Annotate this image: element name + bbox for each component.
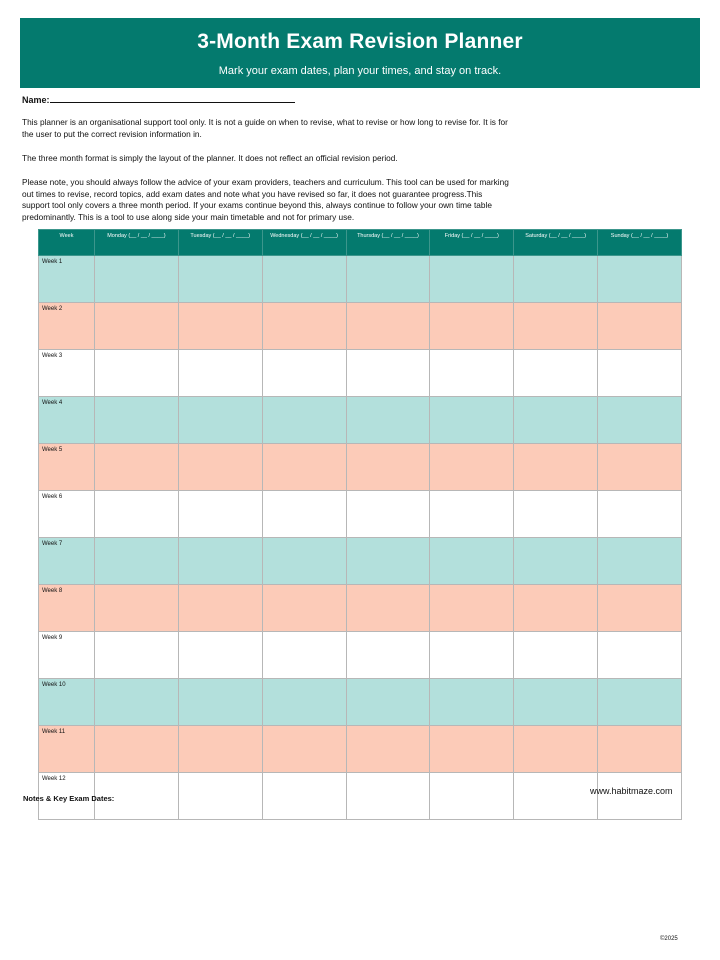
day-cell-friday[interactable]: [430, 350, 514, 397]
day-cell-tuesday[interactable]: [178, 632, 262, 679]
day-cell-wednesday[interactable]: [262, 679, 346, 726]
week-label: Week 3: [39, 350, 95, 397]
day-cell-thursday[interactable]: [346, 350, 430, 397]
day-cell-friday[interactable]: [430, 256, 514, 303]
notes-label: Notes & Key Exam Dates:: [23, 794, 115, 803]
table-row: [39, 773, 682, 820]
week-label: Week 8: [39, 585, 95, 632]
day-cell-monday[interactable]: [95, 303, 179, 350]
name-field[interactable]: [22, 93, 295, 105]
title-banner: [20, 18, 700, 88]
planner-body: [39, 256, 682, 820]
day-cell-sunday[interactable]: [598, 726, 682, 773]
day-cell-sunday[interactable]: [598, 491, 682, 538]
day-cell-wednesday[interactable]: [262, 444, 346, 491]
day-cell-tuesday[interactable]: [178, 726, 262, 773]
day-cell-monday[interactable]: [95, 632, 179, 679]
day-cell-monday[interactable]: [95, 679, 179, 726]
table-row: [39, 632, 682, 679]
day-cell-saturday[interactable]: [514, 773, 598, 820]
day-cell-monday[interactable]: [95, 350, 179, 397]
disclaimer-paragraph-2: The three month format is simply the layout of the planner. It does not reflect an official revision period.: [22, 153, 398, 163]
day-cell-wednesday[interactable]: [262, 773, 346, 820]
day-cell-tuesday[interactable]: [178, 679, 262, 726]
day-cell-monday[interactable]: [95, 444, 179, 491]
header-thursday: Thursday (__ / __ / ____): [346, 230, 430, 256]
day-cell-wednesday[interactable]: [262, 538, 346, 585]
day-cell-tuesday[interactable]: [178, 303, 262, 350]
day-cell-thursday[interactable]: [346, 491, 430, 538]
day-cell-saturday[interactable]: [514, 256, 598, 303]
revision-planner-table: [38, 229, 682, 820]
day-cell-saturday[interactable]: [514, 491, 598, 538]
day-cell-sunday[interactable]: [598, 679, 682, 726]
day-cell-thursday[interactable]: [346, 256, 430, 303]
day-cell-wednesday[interactable]: [262, 726, 346, 773]
day-cell-thursday[interactable]: [346, 773, 430, 820]
page-title: 3-Month Exam Revision Planner: [197, 30, 523, 53]
day-cell-saturday[interactable]: [514, 303, 598, 350]
table-row: [39, 726, 682, 773]
week-label: Week 6: [39, 491, 95, 538]
header-tuesday: Tuesday (__ / __ / ____): [178, 230, 262, 256]
day-cell-wednesday[interactable]: [262, 350, 346, 397]
table-row: [39, 256, 682, 303]
day-cell-wednesday[interactable]: [262, 303, 346, 350]
table-row: [39, 444, 682, 491]
day-cell-friday[interactable]: [430, 726, 514, 773]
day-cell-tuesday[interactable]: [178, 538, 262, 585]
day-cell-wednesday[interactable]: [262, 632, 346, 679]
day-cell-friday[interactable]: [430, 585, 514, 632]
table-row: [39, 679, 682, 726]
table-row: [39, 350, 682, 397]
day-cell-saturday[interactable]: [514, 632, 598, 679]
week-label: Week 2: [39, 303, 95, 350]
day-cell-tuesday[interactable]: [178, 773, 262, 820]
day-cell-saturday[interactable]: [514, 585, 598, 632]
day-cell-tuesday[interactable]: [178, 444, 262, 491]
week-label: Week 5: [39, 444, 95, 491]
name-label: Name:: [22, 95, 50, 105]
day-cell-tuesday[interactable]: [178, 397, 262, 444]
header-saturday: Saturday (__ / __ / ____): [514, 230, 598, 256]
day-cell-thursday[interactable]: [346, 585, 430, 632]
day-cell-sunday[interactable]: [598, 256, 682, 303]
day-cell-wednesday[interactable]: [262, 491, 346, 538]
disclaimer-paragraph-3: Please note, you should always follow the advice of your exam providers, teachers and curriculum. This tool can be used for marking out times to revise, record topics, add exam dates and note what you have revised so far, it does not guarantee progress.This support tool only covers a three month period. If your exams continue beyond this, always continue to follow your own time table predominantly. This is a tool to use along side your main timetable and not for primary use.: [22, 177, 509, 222]
day-cell-friday[interactable]: [430, 491, 514, 538]
day-cell-friday[interactable]: [430, 303, 514, 350]
day-cell-sunday[interactable]: [598, 632, 682, 679]
day-cell-thursday[interactable]: [346, 679, 430, 726]
day-cell-monday[interactable]: [95, 256, 179, 303]
table-row: [39, 491, 682, 538]
day-cell-monday[interactable]: [95, 726, 179, 773]
day-cell-friday[interactable]: [430, 773, 514, 820]
name-blank-line[interactable]: [50, 93, 295, 103]
header-monday: Monday (__ / __ / ____): [95, 230, 179, 256]
day-cell-thursday[interactable]: [346, 397, 430, 444]
header-week: Week: [39, 230, 95, 256]
week-label: Week 7: [39, 538, 95, 585]
day-cell-tuesday[interactable]: [178, 585, 262, 632]
day-cell-monday[interactable]: [95, 491, 179, 538]
table-row: [39, 303, 682, 350]
day-cell-sunday[interactable]: [598, 773, 682, 820]
week-label: Week 4: [39, 397, 95, 444]
day-cell-friday[interactable]: [430, 538, 514, 585]
disclaimer-paragraph-1: This planner is an organisational support tool only. It is not a guide on when to revise, what to revise or how long to revise for. It is for the user to put the correct revision information in.: [22, 117, 508, 139]
day-cell-tuesday[interactable]: [178, 491, 262, 538]
day-cell-saturday[interactable]: [514, 444, 598, 491]
day-cell-thursday[interactable]: [346, 632, 430, 679]
week-label: Week 11: [39, 726, 95, 773]
day-cell-saturday[interactable]: [514, 350, 598, 397]
day-cell-thursday[interactable]: [346, 303, 430, 350]
week-label: Week 9: [39, 632, 95, 679]
day-cell-saturday[interactable]: [514, 726, 598, 773]
day-cell-sunday[interactable]: [598, 350, 682, 397]
day-cell-friday[interactable]: [430, 679, 514, 726]
week-label: Week 10: [39, 679, 95, 726]
website-link[interactable]: www.habitmaze.com: [590, 786, 673, 796]
day-cell-thursday[interactable]: [346, 726, 430, 773]
table-header-row: [39, 230, 682, 256]
day-cell-saturday[interactable]: [514, 538, 598, 585]
day-cell-sunday[interactable]: [598, 397, 682, 444]
day-cell-saturday[interactable]: [514, 679, 598, 726]
day-cell-monday[interactable]: [95, 538, 179, 585]
day-cell-monday[interactable]: [95, 585, 179, 632]
day-cell-tuesday[interactable]: [178, 256, 262, 303]
table-row: [39, 397, 682, 444]
week-label: Week 1: [39, 256, 95, 303]
table-row: [39, 585, 682, 632]
day-cell-tuesday[interactable]: [178, 350, 262, 397]
day-cell-wednesday[interactable]: [262, 397, 346, 444]
copyright-text: ©2025: [660, 936, 678, 942]
header-sunday: Sunday (__ / __ / ____): [598, 230, 682, 256]
day-cell-saturday[interactable]: [514, 397, 598, 444]
day-cell-thursday[interactable]: [346, 444, 430, 491]
day-cell-wednesday[interactable]: [262, 256, 346, 303]
day-cell-friday[interactable]: [430, 397, 514, 444]
day-cell-sunday[interactable]: [598, 444, 682, 491]
day-cell-monday[interactable]: [95, 397, 179, 444]
day-cell-friday[interactable]: [430, 632, 514, 679]
week-label: Week 12: [39, 773, 95, 820]
day-cell-thursday[interactable]: [346, 538, 430, 585]
table-row: [39, 538, 682, 585]
day-cell-sunday[interactable]: [598, 303, 682, 350]
day-cell-sunday[interactable]: [598, 538, 682, 585]
day-cell-wednesday[interactable]: [262, 585, 346, 632]
header-friday: Friday (__ / __ / ____): [430, 230, 514, 256]
header-wednesday: Wednesday (__ / __ / ____): [262, 230, 346, 256]
page-subtitle: Mark your exam dates, plan your times, and stay on track.: [218, 65, 502, 77]
day-cell-friday[interactable]: [430, 444, 514, 491]
day-cell-sunday[interactable]: [598, 585, 682, 632]
